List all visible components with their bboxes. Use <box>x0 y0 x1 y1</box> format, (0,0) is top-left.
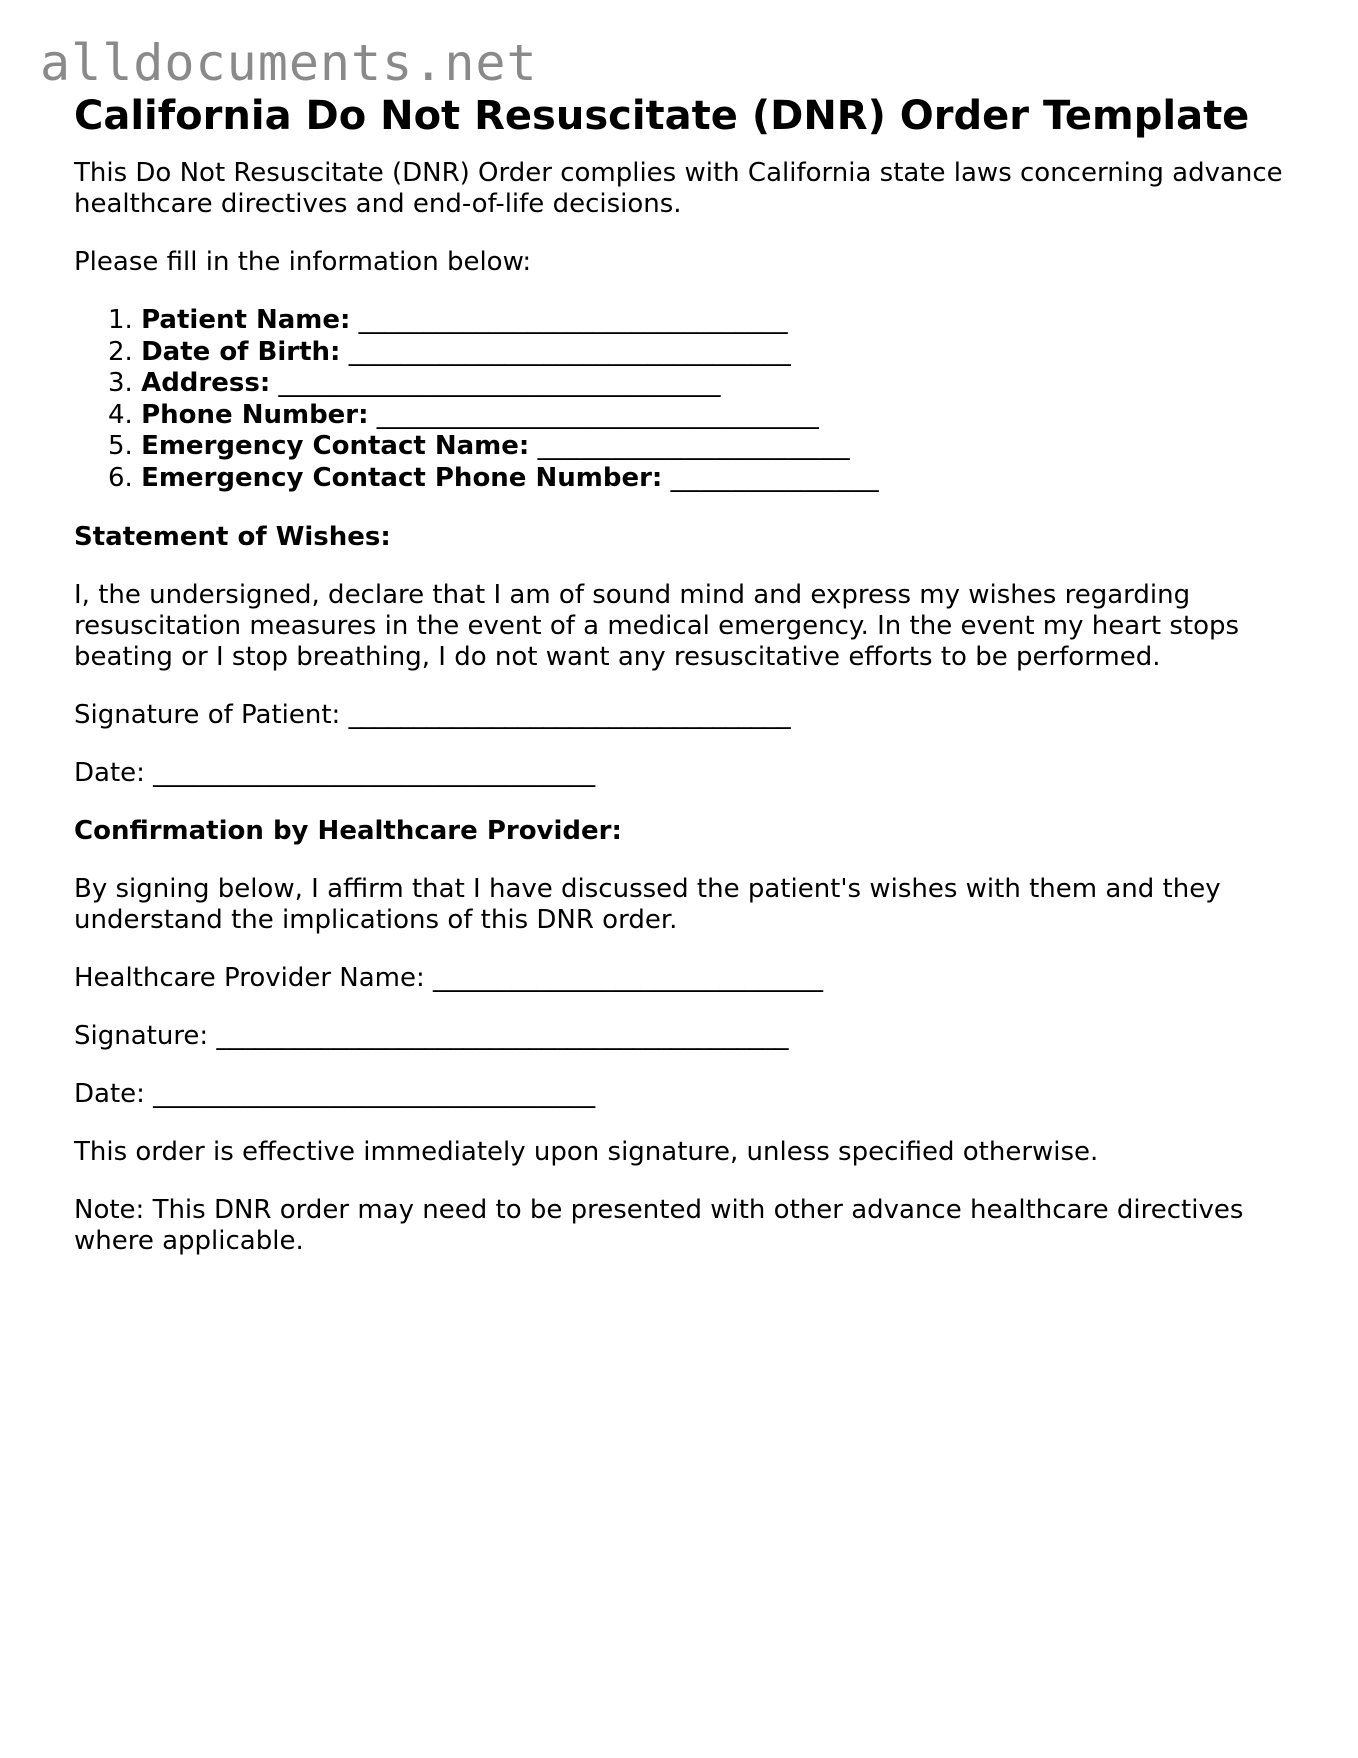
patient-signature-blank[interactable]: __________________________________ <box>348 699 791 730</box>
patient-signature-line <box>74 700 1294 731</box>
field-emergency-contact-phone <box>108 463 1294 495</box>
field-label: Emergency Contact Name: <box>141 431 530 462</box>
field-number: 1. <box>108 305 133 335</box>
confirmation-heading: Confirmation by Healthcare Provider: <box>74 815 622 846</box>
provider-name-line <box>74 963 1294 994</box>
phone-number-blank[interactable]: __________________________________ <box>376 399 819 430</box>
provider-date-blank[interactable]: __________________________________ <box>153 1078 596 1109</box>
final-note: Note: This DNR order may need to be presented with other advance healthcare directives where applicable. <box>74 1194 1244 1256</box>
instruction-text: Please fill in the information below: <box>74 247 532 277</box>
field-number: 2. <box>108 336 133 367</box>
provider-date-label: Date: <box>74 1078 145 1109</box>
field-phone-number <box>108 400 1294 432</box>
patient-info-list <box>74 305 1294 495</box>
confirmation-text: By signing below, I affirm that I have discussed the patient's wishes with them and they understand the implications of this DNR order. <box>74 873 1221 935</box>
statement-heading: Statement of Wishes: <box>74 521 391 552</box>
field-label: Date of Birth: <box>141 336 341 367</box>
document-body <box>74 88 1294 1284</box>
field-label: Patient Name: <box>141 305 351 335</box>
patient-name-blank[interactable]: _________________________________ <box>358 305 788 335</box>
watermark: alldocuments.net <box>40 34 538 92</box>
field-patient-name <box>108 305 1294 337</box>
intro-paragraph: This Do Not Resuscitate (DNR) Order complies with California state laws concerning advance healthcare directives and end-of-life decisions. <box>74 158 1283 219</box>
field-date-of-birth <box>108 337 1294 369</box>
patient-signature-label: Signature of Patient: <box>74 699 341 730</box>
field-label: Emergency Contact Phone Number: <box>141 462 663 493</box>
provider-date-line <box>74 1079 1294 1110</box>
provider-signature-line <box>74 1021 1294 1052</box>
field-emergency-contact-name <box>108 431 1294 463</box>
document-title: California Do Not Resuscitate (DNR) Order Template <box>74 93 1250 139</box>
provider-signature-label: Signature: <box>74 1020 209 1051</box>
patient-date-blank[interactable]: __________________________________ <box>153 757 596 788</box>
field-number: 5. <box>108 431 133 462</box>
patient-date-label: Date: <box>74 757 145 788</box>
field-number: 4. <box>108 399 133 430</box>
field-address <box>108 368 1294 400</box>
field-label: Phone Number: <box>141 399 369 430</box>
provider-name-label: Healthcare Provider Name: <box>74 962 425 993</box>
emergency-contact-phone-blank[interactable]: ________________ <box>670 462 879 493</box>
emergency-contact-name-blank[interactable]: ________________________ <box>537 431 850 462</box>
address-blank[interactable]: __________________________________ <box>278 368 721 399</box>
patient-date-line <box>74 758 1294 789</box>
provider-signature-blank[interactable]: ____________________________________________ <box>216 1020 789 1051</box>
field-number: 3. <box>108 368 133 399</box>
field-number: 6. <box>108 462 133 493</box>
date-of-birth-blank[interactable]: __________________________________ <box>348 336 791 367</box>
field-label: Address: <box>141 368 271 399</box>
statement-text: I, the undersigned, declare that I am of sound mind and express my wishes regarding resuscitation measures in the event of a medical emergency. In the event my heart stops beating or I stop breathing, I do not want any resuscitative efforts to be performed. <box>74 579 1240 672</box>
provider-name-blank[interactable]: ______________________________ <box>433 962 824 993</box>
effective-note: This order is effective immediately upon signature, unless specified otherwise. <box>74 1136 1099 1167</box>
